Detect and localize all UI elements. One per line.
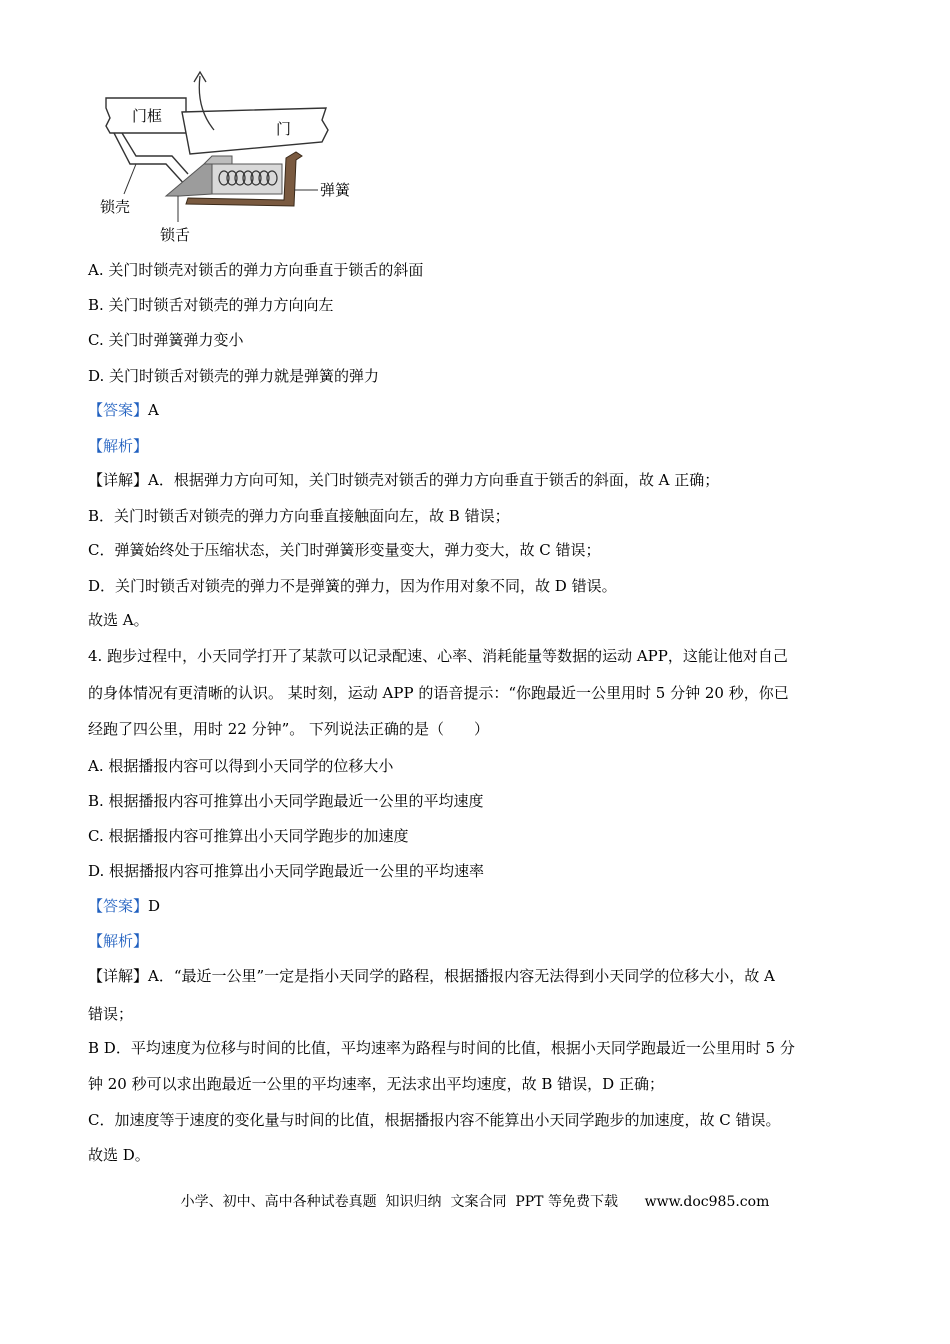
q4-option-c: C. 根据播报内容可推算出小天同学跑步的加速度 — [88, 827, 409, 845]
q4-answer — [88, 896, 160, 916]
q3-explanation-a — [88, 470, 719, 490]
q4-stem-line-2: 的身体情况有更清晰的认识。 某时刻，运动 APP 的语音提示：“你跑最近一公里用时 5 分钟 20 秒，你已 — [88, 684, 789, 702]
label-door-frame: 门框 — [132, 107, 163, 125]
q4-explanation-a-cont: 错误； — [88, 1005, 134, 1023]
q4-stem-line-3: 经跑了四公里，用时 22 分钟”。 下列说法正确的是（ ） — [88, 720, 490, 738]
lock-tongue-shape — [166, 164, 212, 196]
q3-explanation-c: C．弹簧始终处于压缩状态，关门时弹簧形变量变大，弹力变大，故 C 错误； — [88, 541, 601, 559]
q4-explanation-bd-1: B D．平均速度为位移与时间的比值，平均速率为路程与时间的比值，根据小天同学跑最近一公里用时 5 分 — [88, 1039, 795, 1057]
page-footer: 小学、初中、高中各种试卷真题 知识归纳 文案合同 PPT 等免费下载 www.doc985.com — [180, 1194, 770, 1210]
q3-answer-value: A — [148, 401, 159, 419]
label-door: 门 — [276, 120, 292, 138]
q3-answer — [88, 400, 159, 420]
q4-option-d: D. 根据播报内容可推算出小天同学跑最近一公里的平均速率 — [88, 862, 485, 880]
q4-option-a: A. 根据播报内容可以得到小天同学的位移大小 — [88, 757, 394, 775]
q3-explanation-b: B．关门时锁舌对锁壳的弹力方向垂直接触面向左，故 B 错误； — [88, 507, 510, 525]
q4-explanation-a-text: A．“最近一公里”一定是指小天同学的路程，根据播报内容无法得到小天同学的位移大小，故 A — [148, 967, 775, 985]
q4-explanation-bd-2: 钟 20 秒可以求出跑最近一公里的平均速率，无法求出平均速度，故 B 错误，D 正确； — [88, 1075, 664, 1093]
q4-analysis-tag: 【解析】 — [88, 932, 149, 950]
q4-stem-line-1: 4. 跑步过程中，小天同学打开了某款可以记录配速、心率、消耗能量等数据的运动 APP，这能让他对自己 — [88, 647, 788, 665]
q4-answer-tag: 【答案】 — [88, 897, 149, 915]
q4-detail-tag: 【详解】 — [88, 967, 149, 985]
label-spring: 弹簧 — [320, 181, 351, 199]
q4-option-b: B. 根据播报内容可推算出小天同学跑最近一公里的平均速度 — [88, 792, 484, 810]
q3-analysis-tag: 【解析】 — [88, 437, 149, 455]
q3-explanation-a-text: A．根据弹力方向可知，关门时锁壳对锁舌的弹力方向垂直于锁舌的斜面，故 A 正确； — [148, 471, 720, 489]
q3-option-a: A. 关门时锁壳对锁舌的弹力方向垂直于锁舌的斜面 — [88, 261, 424, 279]
label-lock-case: 锁壳 — [100, 198, 131, 216]
q4-answer-value: D — [148, 897, 161, 915]
q3-option-d: D. 关门时锁舌对锁壳的弹力就是弹簧的弹力 — [88, 367, 380, 385]
q3-detail-tag: 【详解】 — [88, 471, 149, 489]
q4-conclusion: 故选 D。 — [88, 1146, 150, 1164]
q3-answer-tag: 【答案】 — [88, 401, 149, 419]
q4-explanation-a — [88, 966, 775, 986]
label-lock-tongue: 锁舌 — [160, 226, 191, 244]
q3-explanation-d: D．关门时锁舌对锁壳的弹力不是弹簧的弹力，因为作用对象不同，故 D 错误。 — [88, 577, 617, 595]
q3-conclusion: 故选 A。 — [88, 611, 149, 629]
door-shape — [182, 108, 328, 154]
door-lock-figure — [96, 68, 366, 246]
q4-explanation-c: C．加速度等于速度的变化量与时间的比值，根据播报内容不能算出小天同学跑步的加速度，故 C 错误。 — [88, 1111, 781, 1129]
q3-option-b: B. 关门时锁舌对锁壳的弹力方向向左 — [88, 296, 334, 314]
q3-option-c: C. 关门时弹簧弹力变小 — [88, 331, 244, 349]
